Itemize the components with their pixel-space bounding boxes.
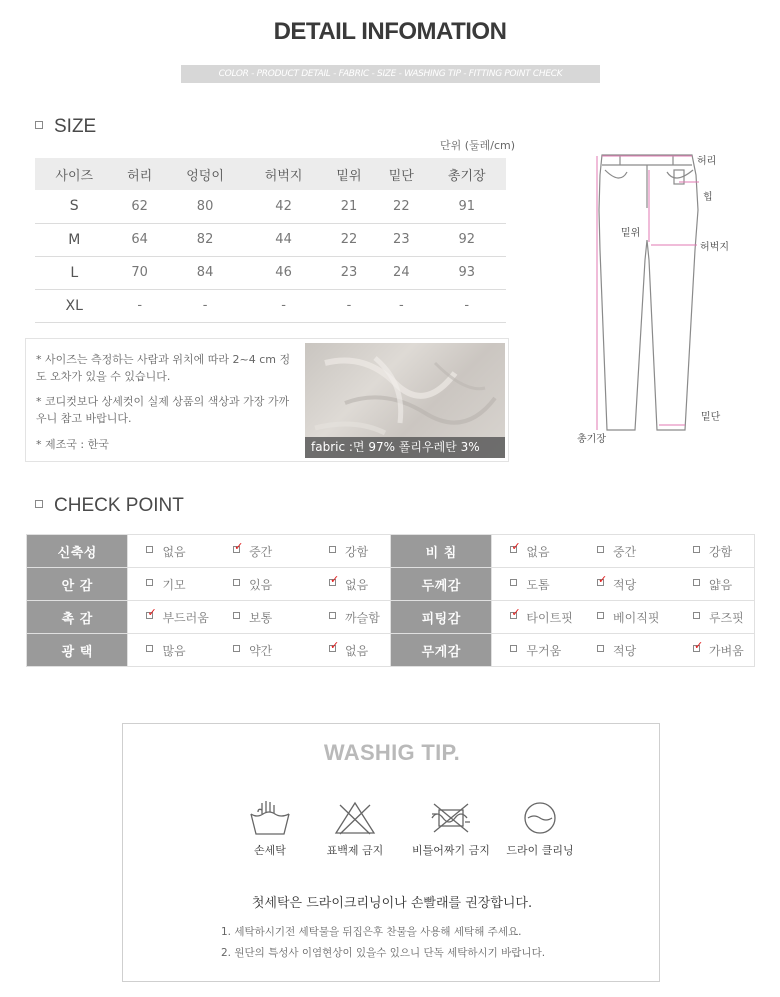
checkbox-icon[interactable] — [597, 612, 604, 619]
check-option[interactable] — [146, 576, 185, 593]
check-option[interactable] — [146, 642, 185, 659]
check-option-cell — [128, 634, 215, 667]
checkbox-icon[interactable] — [146, 579, 153, 586]
check-option[interactable] — [233, 642, 272, 659]
check-option-label: 얇음 — [709, 577, 733, 592]
check-option-cell — [675, 601, 755, 634]
check-option[interactable] — [693, 543, 732, 560]
diagram-label-hip: 힙 — [703, 192, 713, 203]
diagram-label-rise: 밑위 — [621, 228, 641, 239]
check-option[interactable] — [146, 605, 209, 626]
check-option-label: 도톰 — [526, 577, 550, 592]
checkbox-icon[interactable] — [233, 579, 240, 586]
measurement-cell: 82 — [166, 223, 245, 256]
check-option-label: 까슬함 — [345, 610, 380, 625]
measurement-cell: 46 — [244, 256, 323, 289]
check-option-cell — [579, 601, 675, 634]
check-option-label: 적당 — [613, 577, 637, 592]
check-category: 두께감 — [390, 568, 491, 601]
measurement-cell: 23 — [375, 223, 427, 256]
check-category: 무게감 — [390, 634, 491, 667]
washing-main-advice: 첫세탁은 드라이크리닝이나 손빨래를 권장합니다. — [251, 896, 533, 911]
hand-wash-label: 손세탁 — [254, 844, 286, 857]
check-option-cell — [492, 601, 579, 634]
check-option-label: 있음 — [249, 577, 273, 592]
check-category: 피팅감 — [390, 601, 491, 634]
measurement-cell: - — [375, 289, 427, 322]
column-header: 허리 — [114, 158, 166, 190]
check-option-label: 중간 — [613, 544, 637, 559]
check-option-cell — [579, 535, 675, 568]
checkbox-icon[interactable] — [329, 546, 336, 553]
check-option-cell — [675, 568, 755, 601]
check-option-cell — [215, 568, 311, 601]
note-origin: * 제조국 : 한국 — [36, 438, 109, 451]
checkbox-icon[interactable] — [693, 579, 700, 586]
checkmark-icon: ✓ — [694, 638, 704, 652]
check-option-cell — [215, 535, 311, 568]
checkmark-icon: ✓ — [511, 539, 521, 553]
no-bleach-icon — [333, 800, 377, 836]
square-bullet-icon — [35, 121, 43, 129]
checkbox-icon[interactable] — [146, 546, 153, 553]
check-option[interactable] — [693, 576, 732, 593]
washing-note-1: 1. 세탁하시기전 세탁물을 뒤집은후 찬물을 사용해 세탁해 주세요. — [221, 926, 522, 938]
note-size-tolerance: * 사이즈는 측정하는 사람과 위치에 따라 2~4 cm 정도 오차가 있을 수 있습니다. — [36, 353, 291, 383]
measurement-cell: 93 — [427, 256, 506, 289]
table-row — [35, 289, 506, 322]
check-option[interactable] — [597, 572, 637, 593]
check-option-label: 없음 — [162, 544, 186, 559]
measurement-cell: - — [244, 289, 323, 322]
measurement-cell: 22 — [375, 190, 427, 223]
size-label-cell: XL — [35, 289, 114, 322]
diagram-label-thigh: 허벅지 — [700, 242, 729, 253]
diagram-label-hem: 밑단 — [701, 412, 721, 423]
check-category: 광 택 — [27, 634, 128, 667]
check-option[interactable] — [510, 642, 561, 659]
check-option-cell — [128, 535, 215, 568]
measurement-cell: 42 — [244, 190, 323, 223]
checkbox-icon[interactable] — [233, 645, 240, 652]
check-option[interactable] — [329, 572, 369, 593]
checkbox-icon[interactable] — [146, 645, 153, 652]
measurement-cell: 84 — [166, 256, 245, 289]
table-row — [27, 601, 755, 634]
note-color: * 코디컷보다 상세컷이 실제 상품의 색상과 가장 가까우니 참고 바랍니다. — [36, 395, 290, 425]
measurement-cell: 44 — [244, 223, 323, 256]
washing-note-2: 2. 원단의 특성사 이염현상이 있을수 있으니 단독 세탁하시기 바랍니다. — [221, 947, 546, 959]
check-option[interactable] — [510, 539, 550, 560]
check-option[interactable] — [329, 543, 368, 560]
checkbox-icon[interactable] — [693, 612, 700, 619]
check-option-cell — [579, 634, 675, 667]
checkmark-icon: ✓ — [330, 638, 340, 652]
size-label-cell: L — [35, 256, 114, 289]
measurement-cell: 70 — [114, 256, 166, 289]
hand-wash-icon — [248, 800, 292, 836]
check-option-label: 루즈핏 — [709, 610, 744, 625]
check-option-cell — [579, 568, 675, 601]
measurement-cell: - — [323, 289, 375, 322]
size-heading — [35, 116, 96, 138]
checkbox-icon[interactable] — [329, 612, 336, 619]
check-option[interactable] — [597, 642, 636, 659]
measurement-cell: - — [166, 289, 245, 322]
check-option-label: 기모 — [162, 577, 186, 592]
check-option[interactable] — [233, 576, 272, 593]
check-option[interactable] — [510, 605, 573, 626]
checkbox-icon[interactable] — [510, 579, 517, 586]
checkmark-icon: ✓ — [330, 572, 340, 586]
check-option-cell — [311, 535, 390, 568]
measurement-cell: - — [114, 289, 166, 322]
check-option-label: 무거움 — [526, 643, 562, 658]
check-option-cell — [492, 535, 579, 568]
check-point-heading — [35, 495, 184, 517]
table-row — [27, 568, 755, 601]
measurement-cell: 80 — [166, 190, 245, 223]
check-option-label: 보통 — [249, 610, 273, 625]
column-header: 엉덩이 — [166, 158, 245, 190]
check-option[interactable] — [693, 609, 744, 626]
column-header: 허벅지 — [244, 158, 323, 190]
check-option[interactable] — [597, 543, 636, 560]
checkbox-icon[interactable] — [510, 645, 517, 652]
check-point-heading-text: CHECK POINT — [54, 495, 184, 516]
measurement-cell: 22 — [323, 223, 375, 256]
fabric-caption: fabric :면 97% 폴리우레탄 3% — [305, 437, 505, 458]
unit-label: 단위 (둘레/cm) — [440, 139, 516, 152]
checkmark-icon: ✓ — [147, 605, 157, 619]
check-option[interactable] — [693, 638, 744, 659]
checkbox-icon[interactable] — [597, 546, 604, 553]
hand-wash-item — [225, 800, 315, 858]
measurement-cell: 21 — [323, 190, 375, 223]
check-option[interactable] — [329, 638, 369, 659]
table-row — [35, 256, 506, 289]
measurement-cell: 62 — [114, 190, 166, 223]
check-option-label: 없음 — [345, 643, 369, 658]
check-category: 신축성 — [27, 535, 128, 568]
no-bleach-item — [310, 800, 400, 858]
checkmark-icon: ✓ — [598, 572, 608, 586]
check-point-table — [26, 534, 755, 667]
checkmark-icon: ✓ — [511, 605, 521, 619]
page-title: DETAIL INFOMATION — [273, 18, 507, 45]
check-option-cell — [128, 601, 215, 634]
table-row — [27, 634, 755, 667]
measurement-cell: - — [427, 289, 506, 322]
size-label-cell: M — [35, 223, 114, 256]
washing-tip-box — [122, 723, 660, 982]
check-option-label: 가벼움 — [709, 643, 744, 658]
size-table — [35, 158, 506, 323]
check-option-label: 베이직핏 — [613, 610, 660, 625]
dry-clean-label: 드라이 클리닝 — [506, 844, 574, 857]
check-option-label: 없음 — [526, 544, 550, 559]
column-header: 사이즈 — [35, 158, 114, 190]
check-option-cell — [128, 568, 215, 601]
dry-clean-item — [495, 800, 585, 858]
check-option-label: 없음 — [345, 577, 369, 592]
column-header: 밑단 — [375, 158, 427, 190]
washing-tip-title: WASHIG TIP. — [323, 740, 461, 765]
check-option-label: 부드러움 — [162, 610, 209, 625]
check-option[interactable] — [329, 609, 380, 626]
check-option-cell — [215, 634, 311, 667]
check-option-label: 강함 — [709, 544, 733, 559]
check-option-label: 적당 — [613, 643, 637, 658]
check-category: 촉 감 — [27, 601, 128, 634]
column-header: 총기장 — [427, 158, 506, 190]
check-option-label: 타이트핏 — [526, 610, 573, 625]
table-row — [27, 535, 755, 568]
dry-clean-icon — [518, 800, 562, 836]
checkbox-icon[interactable] — [693, 546, 700, 553]
size-heading-text: SIZE — [54, 116, 97, 137]
check-option-cell — [675, 634, 755, 667]
check-option-cell — [215, 601, 311, 634]
square-bullet-icon — [35, 500, 43, 508]
pants-outline-icon — [575, 140, 745, 450]
check-option[interactable] — [233, 609, 272, 626]
check-option[interactable] — [233, 539, 273, 560]
check-option-cell — [311, 601, 390, 634]
check-option-cell — [492, 634, 579, 667]
diagram-label-waist: 허리 — [697, 156, 717, 167]
measurement-cell: 64 — [114, 223, 166, 256]
checkmark-icon: ✓ — [234, 539, 244, 553]
measurement-cell: 24 — [375, 256, 427, 289]
no-wring-label: 비틀어짜기 금지 — [412, 844, 490, 857]
section-nav-bar: COLOR - PRODUCT DETAIL - FABRIC - SIZE - WASHING TIP - FITTING POINT CHECK — [181, 65, 600, 83]
measurement-cell: 91 — [427, 190, 506, 223]
column-header: 밑위 — [323, 158, 375, 190]
no-bleach-label: 표백제 금지 — [326, 844, 384, 857]
check-option[interactable] — [146, 543, 185, 560]
size-label-cell: S — [35, 190, 114, 223]
no-wring-item — [406, 800, 496, 858]
checkbox-icon[interactable] — [597, 645, 604, 652]
table-row — [35, 223, 506, 256]
size-table-header — [35, 158, 506, 190]
table-row — [35, 190, 506, 223]
measurement-cell: 92 — [427, 223, 506, 256]
notes-box — [25, 338, 509, 462]
check-option[interactable] — [597, 609, 659, 626]
measurement-cell: 23 — [323, 256, 375, 289]
check-option-cell — [492, 568, 579, 601]
no-wring-icon — [429, 800, 473, 836]
check-option-label: 많음 — [162, 643, 186, 658]
check-category: 비 침 — [390, 535, 491, 568]
check-option-label: 중간 — [249, 544, 273, 559]
check-category: 안 감 — [27, 568, 128, 601]
check-option-cell — [675, 535, 755, 568]
check-option[interactable] — [510, 576, 549, 593]
check-option-label: 약간 — [249, 643, 273, 658]
diagram-label-length: 총기장 — [577, 434, 606, 445]
fabric-photo — [305, 343, 505, 458]
check-option-cell — [311, 568, 390, 601]
checkbox-icon[interactable] — [233, 612, 240, 619]
pants-diagram — [575, 140, 745, 450]
check-option-cell — [311, 634, 390, 667]
check-option-label: 강함 — [345, 544, 369, 559]
